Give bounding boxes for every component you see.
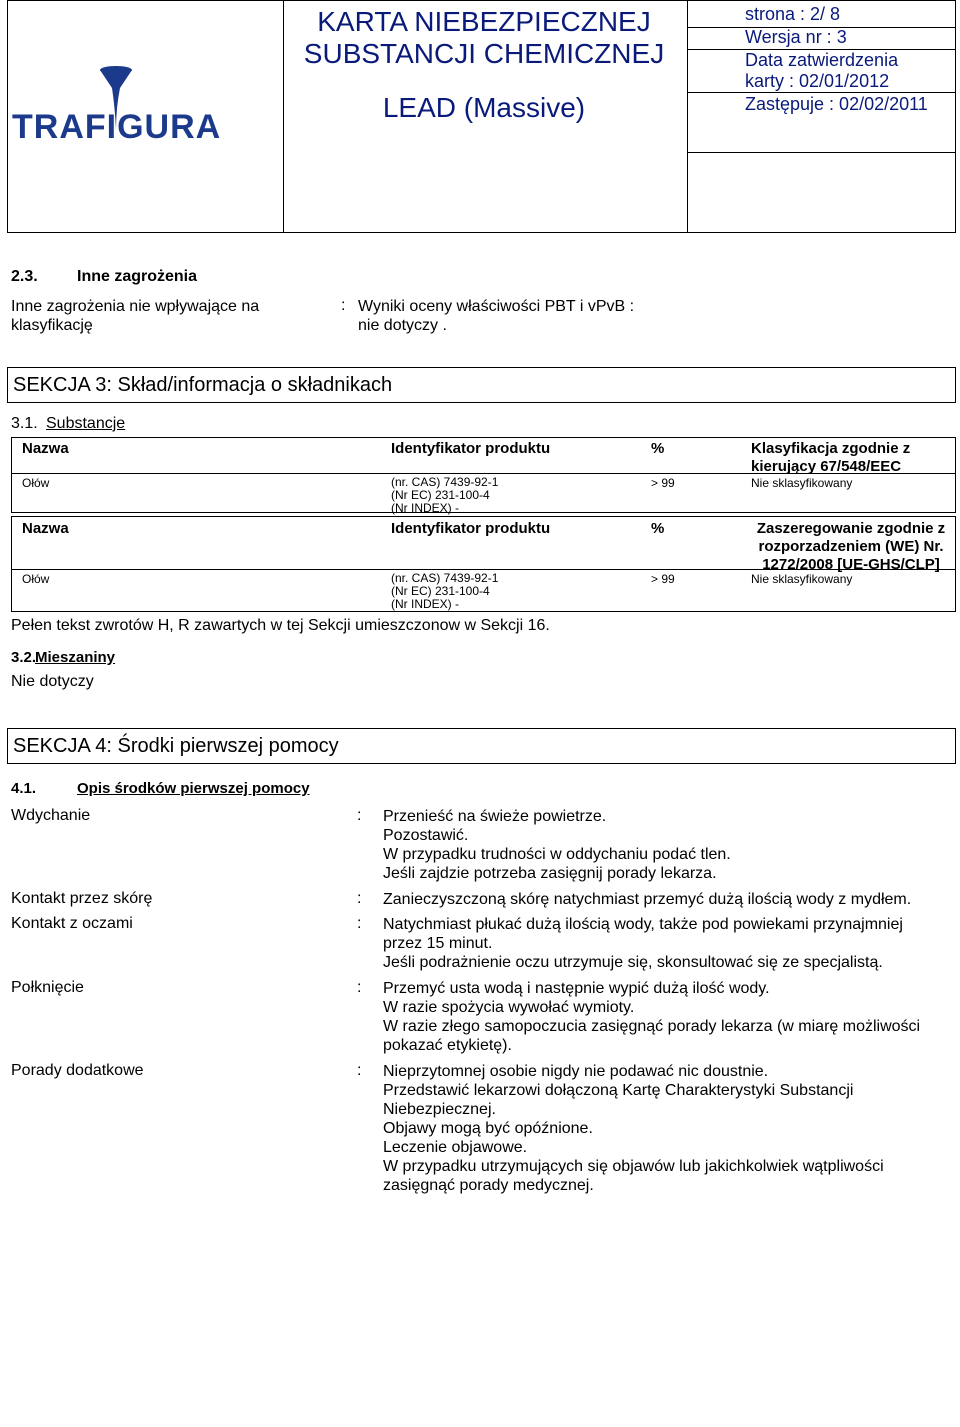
- first-aid-label-skin: Kontakt przez skórę: [11, 890, 153, 907]
- text-line: Objawy mogą być opóźnione.: [383, 1120, 593, 1137]
- other-hazards-label: [11, 297, 259, 335]
- substance-name: Ołów: [22, 572, 50, 586]
- table-header-classification: [751, 520, 951, 574]
- text-line: Natychmiast płukać dużą ilością wody, także pod powiekami przynajmniej: [383, 916, 903, 933]
- first-aid-text-additional: [383, 1062, 884, 1195]
- subsection-3-1-title: Substancje: [46, 415, 126, 432]
- colon: :: [357, 1062, 362, 1079]
- substance-classification: Nie sklasyfikowany: [751, 476, 853, 490]
- header-divider: [687, 152, 955, 153]
- table-header-name: Nazwa: [22, 520, 69, 537]
- table-header-identifier: Identyfikator produktu: [391, 440, 551, 457]
- text-line: Przedstawić lekarzowi dołączoną Kartę Charakterystyki Substancji: [383, 1082, 854, 1099]
- text-line: zasięgnąć porady medycznej.: [383, 1177, 594, 1194]
- table-header-percent: %: [651, 520, 665, 537]
- first-aid-text-inhalation: [383, 807, 731, 883]
- colon: :: [357, 979, 362, 996]
- section-2-3-heading: Inne zagrożenia: [77, 268, 198, 285]
- identifier-index: (Nr INDEX) -: [391, 597, 459, 611]
- page-number: strona : 2/ 8: [745, 4, 841, 24]
- first-aid-label-inhalation: Wdychanie: [11, 807, 91, 824]
- subsection-3-1-number: 3.1.: [11, 415, 38, 432]
- table-header-percent: %: [651, 440, 665, 457]
- substance-classification: Nie sklasyfikowany: [751, 572, 853, 586]
- substance-identifiers: [391, 572, 498, 611]
- subsection-4-1-number: 4.1.: [11, 780, 37, 797]
- substance-percent: > 99: [651, 572, 675, 586]
- document-title-line2: SUBSTANCJI CHEMICZNEJ: [303, 38, 665, 69]
- subsection-3-2-title: Mieszaniny: [35, 649, 116, 666]
- subsection-4-1-title: Opis środków pierwszej pomocy: [77, 780, 310, 797]
- colon: :: [357, 807, 362, 824]
- label-line: Inne zagrożenia nie wpływające na: [11, 298, 260, 315]
- text-line: W razie złego samopoczucia zasięgnąć porady lekarza (w miarę możliwości: [383, 1018, 921, 1035]
- identifier-cas: (nr. CAS) 7439-92-1: [391, 475, 499, 489]
- identifier-ec: (Nr EC) 231-100-4: [391, 584, 490, 598]
- first-aid-label-additional: Porady dodatkowe: [11, 1062, 144, 1079]
- version-number: Wersja nr : 3: [745, 27, 847, 47]
- value-line: Wyniki oceny właściwości PBT i vPvB :: [358, 298, 635, 315]
- substance-percent: > 99: [651, 476, 675, 490]
- section-3-title: SEKCJA 3: Skład/informacja o składnikach: [7, 367, 956, 403]
- header-divider: [687, 1, 688, 232]
- section-4-title: SEKCJA 4: Środki pierwszej pomocy: [7, 728, 956, 764]
- text-line: Niebezpiecznej.: [383, 1101, 496, 1118]
- replaces-date: Zastępuje : 02/02/2011: [745, 94, 928, 114]
- text-line: W przypadku utrzymujących się objawów lub jakichkolwiek wątpliwości: [383, 1158, 884, 1175]
- colon: :: [357, 890, 362, 907]
- table-header-name: Nazwa: [22, 440, 69, 457]
- text-line: W przypadku trudności w oddychaniu podać tlen.: [383, 846, 731, 863]
- text-line: Jeśli podrażnienie oczu utrzymuje się, skonsultować się ze specjalistą.: [383, 954, 883, 971]
- header-divider: [687, 92, 955, 93]
- header-line: kierujący 67/548/EEC: [751, 458, 902, 475]
- text-line: W razie spożycia wywołać wymioty.: [383, 999, 635, 1016]
- first-aid-label-ingestion: Połknięcie: [11, 979, 84, 996]
- text-line: Pozostawić.: [383, 827, 469, 844]
- first-aid-label-eyes: Kontakt z oczami: [11, 915, 133, 932]
- text-line: Jeśli zajdzie potrzeba zasięgnij porady lekarza.: [383, 865, 717, 882]
- text-line: przez 15 minut.: [383, 935, 493, 952]
- approval-date: karty : 02/01/2012: [745, 71, 890, 91]
- text-line: pokazać etykietę).: [383, 1037, 512, 1054]
- label-line: klasyfikację: [11, 317, 93, 334]
- identifier-ec: (Nr EC) 231-100-4: [391, 488, 490, 502]
- header-line: Zaszeregowanie zgodnie z: [756, 520, 946, 537]
- identifier-index: (Nr INDEX) -: [391, 501, 459, 515]
- identifier-cas: (nr. CAS) 7439-92-1: [391, 571, 499, 585]
- first-aid-text-eyes: [383, 915, 903, 972]
- table-header-identifier: Identyfikator produktu: [391, 520, 551, 537]
- substance-identifiers: [391, 476, 498, 515]
- first-aid-text-ingestion: [383, 979, 920, 1055]
- substance-name: Ołów: [22, 476, 50, 490]
- brand-name: TRAFIGURA: [12, 108, 222, 146]
- table-header-classification: [751, 440, 910, 476]
- header-line: Klasyfikacja zgodnie z: [751, 440, 911, 457]
- product-name: LEAD (Massive): [382, 92, 586, 123]
- text-line: Przemyć usta wodą i następnie wypić dużą ilość wody.: [383, 980, 770, 997]
- value-line: nie dotyczy .: [358, 317, 447, 334]
- text-line: Leczenie objawowe.: [383, 1139, 528, 1156]
- colon: :: [341, 297, 346, 314]
- other-hazards-value: [358, 297, 634, 335]
- mixtures-value: Nie dotyczy: [11, 673, 94, 690]
- hazard-phrases-footnote: Pełen tekst zwrotów H, R zawartych w tej Sekcji umieszczonow w Sekcji 16.: [11, 617, 550, 634]
- header-line: 1272/2008 [UE-GHS/CLP]: [762, 556, 940, 573]
- text-line: Zanieczyszczoną skórę natychmiast przemyć dużą ilością wody z mydłem.: [383, 891, 912, 908]
- text-line: Nieprzytomnej osobie nigdy nie podawać nic doustnie.: [383, 1063, 769, 1080]
- text-line: Przenieść na świeże powietrze.: [383, 808, 607, 825]
- subsection-3-2-number: 3.2.: [11, 649, 37, 666]
- header-line: rozporzadzeniem (WE) Nr.: [758, 538, 944, 555]
- document-title-line1: KARTA NIEBEZPIECZNEJ: [317, 6, 651, 37]
- approval-label: Data zatwierdzenia: [745, 50, 899, 70]
- colon: :: [357, 915, 362, 932]
- section-2-3-number: 2.3.: [11, 268, 38, 285]
- first-aid-text-skin: [383, 890, 911, 909]
